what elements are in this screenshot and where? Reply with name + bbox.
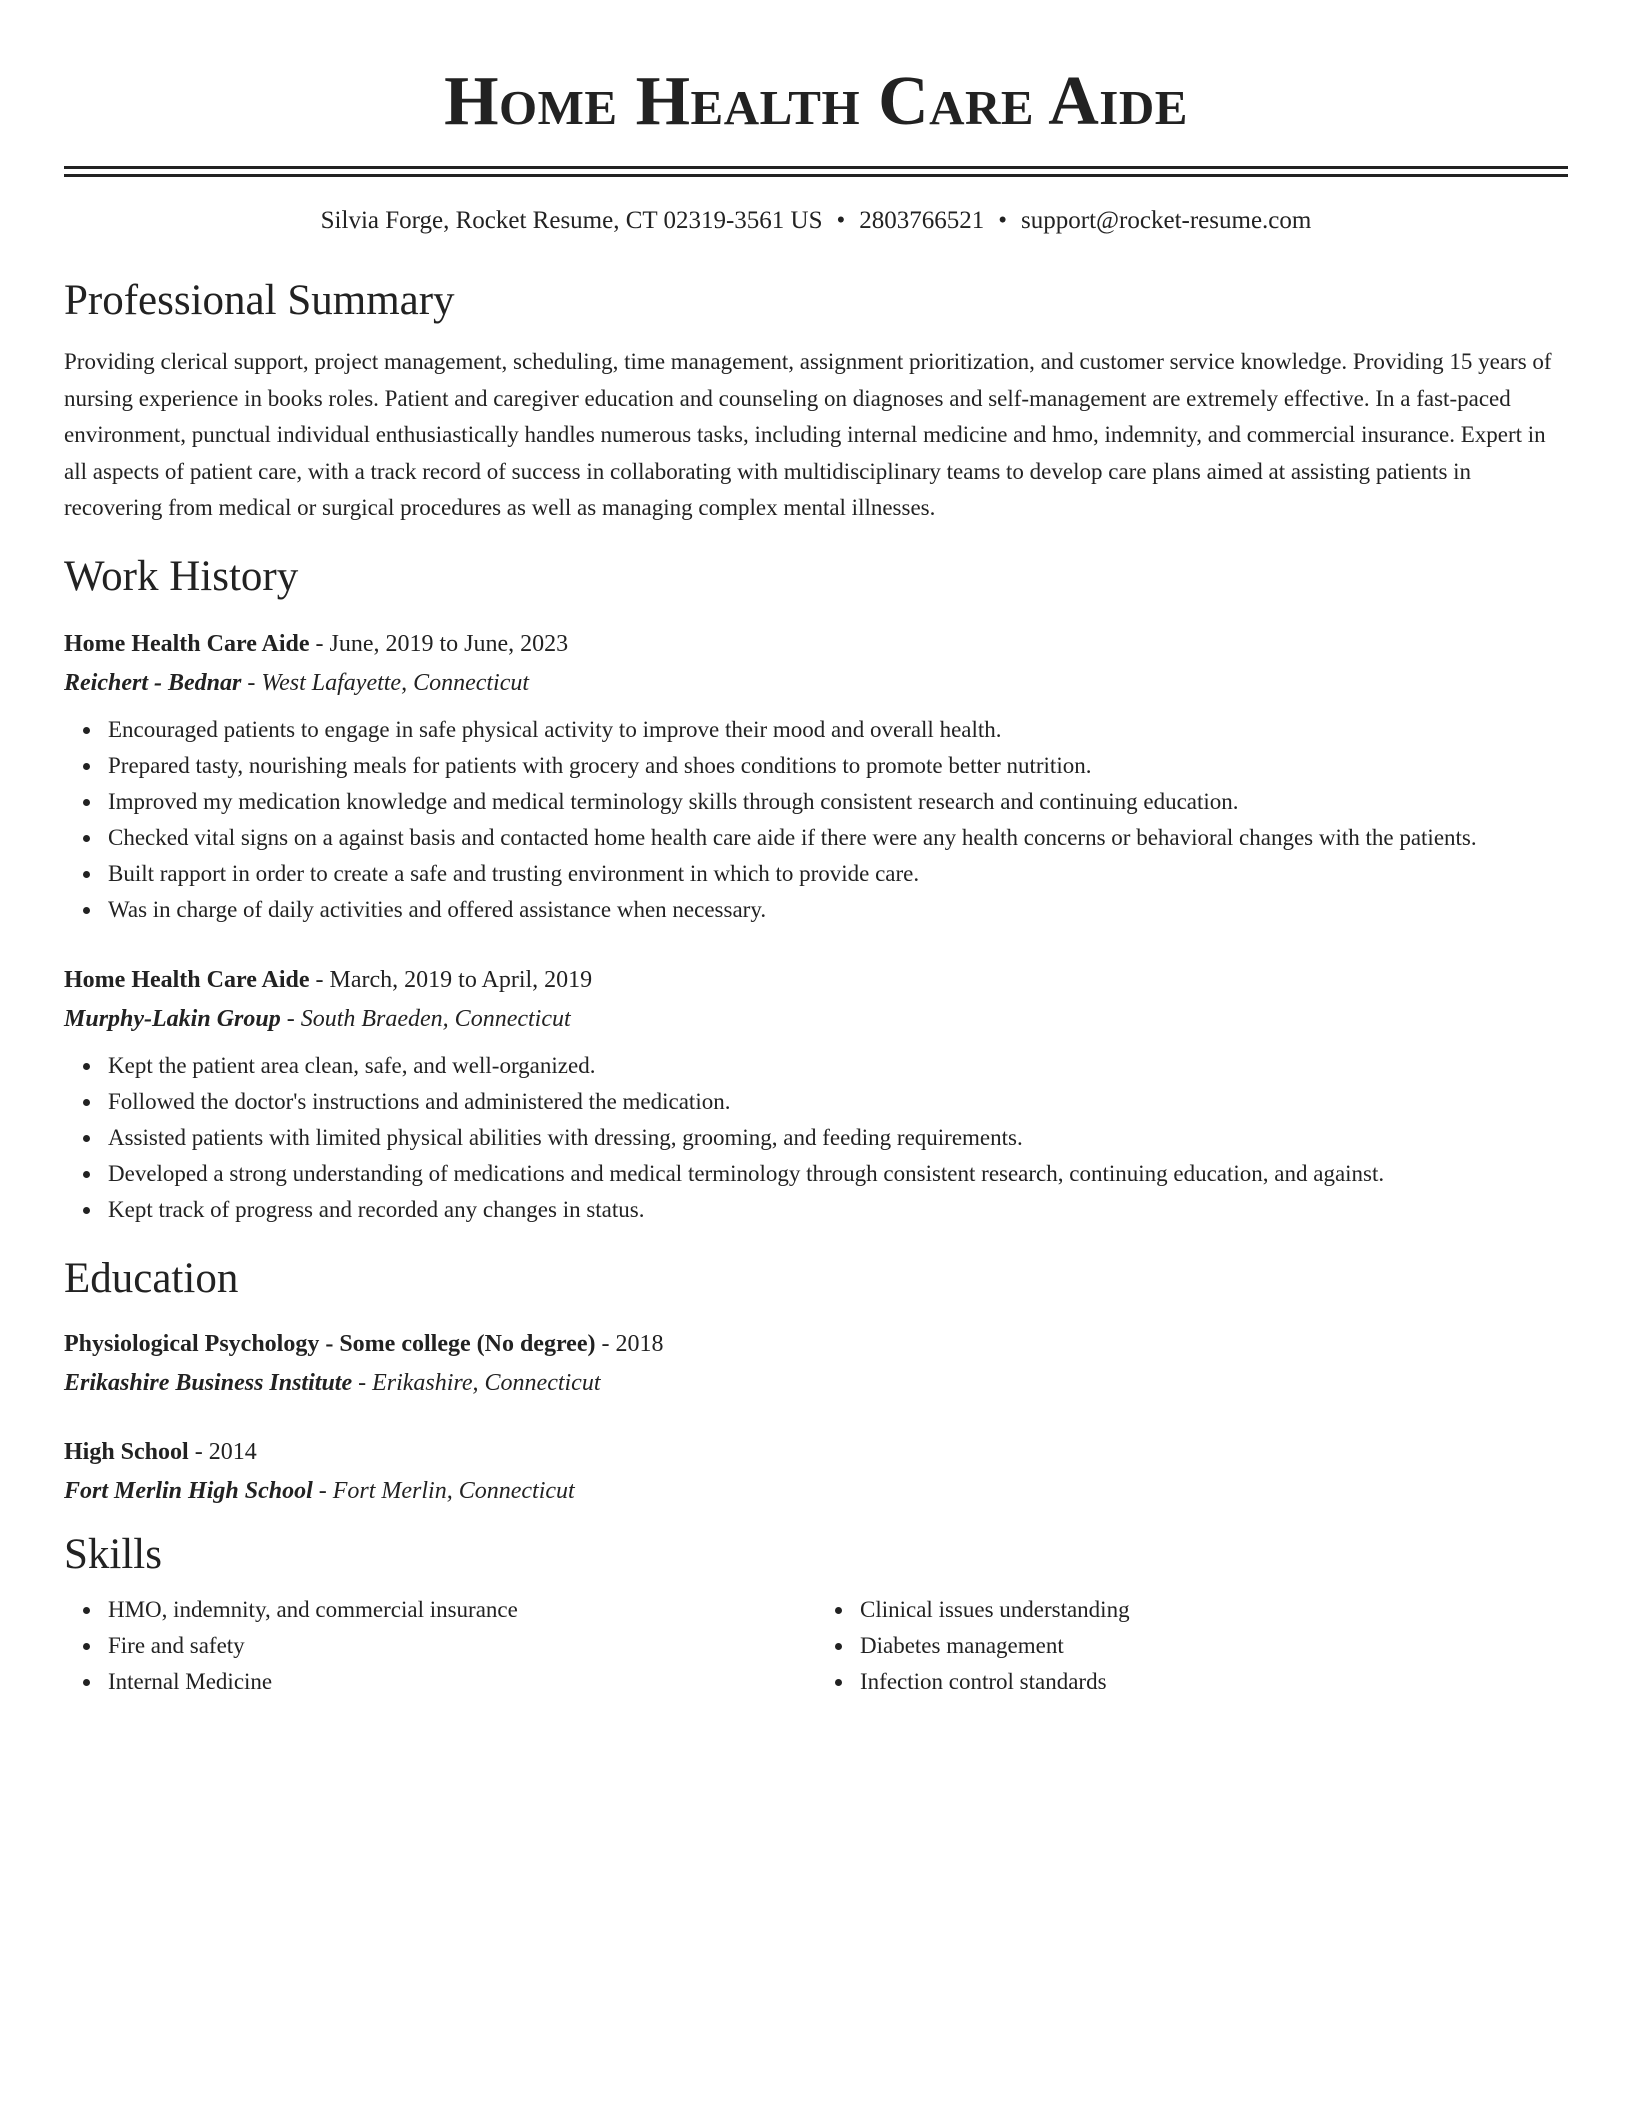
- job-duty: Kept the patient area clean, safe, and well-organized.: [108, 1048, 1568, 1084]
- education-school: Fort Merlin High School: [64, 1477, 313, 1504]
- skill-item: HMO, indemnity, and commercial insurance: [108, 1592, 816, 1628]
- contact-email: support@rocket-resume.com: [1021, 207, 1312, 234]
- job-entry: [64, 960, 1568, 1228]
- education-year: - 2018: [595, 1330, 664, 1357]
- education-entry: [64, 1432, 1568, 1510]
- job-entry: [64, 624, 1568, 928]
- summary-text: Providing clerical support, project management, scheduling, time management, assignment prioritization, and customer service knowledge. Providing 15 years of nursing experience in books roles. Patient and caregiver education and counseling on diagnoses and self-management are extremely effective. In a fast-paced environment, punctual individual enthusiastically handles numerous tasks, including internal medicine and hmo, indemnity, and commercial insurance. Expert in all aspects of patient care, with a track record of success in collaborating with multidisciplinary teams to develop care plans aimed at assisting patients in recovering from medical or surgical procedures as well as managing complex mental illnesses.: [64, 349, 1552, 521]
- education-institution: [64, 1472, 1568, 1510]
- skills-column-right: [816, 1592, 1568, 1700]
- job-duty: Followed the doctor's instructions and administered the medication.: [108, 1084, 1568, 1120]
- skill-item: Diabetes management: [860, 1628, 1568, 1664]
- skills-list: [64, 1592, 1568, 1700]
- education-school: Erikashire Business Institute: [64, 1369, 353, 1396]
- education-institution: [64, 1364, 1568, 1402]
- job-duty: Assisted patients with limited physical abilities with dressing, grooming, and feeding requirements.: [108, 1120, 1568, 1156]
- education-location: - Erikashire, Connecticut: [352, 1369, 601, 1396]
- job-company: Murphy-Lakin Group: [64, 1005, 281, 1032]
- job-role: Home Health Care Aide: [64, 966, 310, 993]
- job-duty: Prepared tasty, nourishing meals for patients with grocery and shoes conditions to promote better nutrition.: [108, 748, 1568, 784]
- skill-item: Internal Medicine: [108, 1664, 816, 1700]
- job-duty: Checked vital signs on a against basis and contacted home health care aide if there were any health concerns or behavioral changes with the patients.: [108, 820, 1568, 856]
- job-dates: - June, 2019 to June, 2023: [309, 630, 569, 657]
- education-header: [64, 1324, 1568, 1364]
- skills-heading: Skills: [64, 1530, 162, 1578]
- job-location: - West Lafayette, Connecticut: [241, 669, 530, 696]
- summary-heading: Professional Summary: [64, 277, 455, 324]
- skill-item: Clinical issues understanding: [860, 1592, 1568, 1628]
- job-dates: - March, 2019 to April, 2019: [309, 966, 593, 993]
- education-header: [64, 1432, 1568, 1472]
- title-divider: [64, 166, 1568, 177]
- job-duty: Was in charge of daily activities and offered assistance when necessary.: [108, 892, 1568, 928]
- job-duty: Kept track of progress and recorded any changes in status.: [108, 1192, 1568, 1228]
- skills-items: [816, 1592, 1568, 1700]
- contact-separator: •: [836, 207, 846, 234]
- contact-separator: •: [998, 207, 1008, 234]
- job-duty: Built rapport in order to create a safe and trusting environment in which to provide care.: [108, 856, 1568, 892]
- job-company: Reichert - Bednar: [64, 669, 242, 696]
- job-header: [64, 960, 1568, 1000]
- job-role: Home Health Care Aide: [64, 630, 310, 657]
- job-location: - South Braeden, Connecticut: [280, 1005, 571, 1032]
- work-history-heading: Work History: [64, 552, 299, 600]
- education-year: - 2014: [188, 1438, 257, 1465]
- job-employer: [64, 664, 1568, 702]
- education-entry: [64, 1324, 1568, 1402]
- education-degree: Physiological Psychology - Some college (No degree): [64, 1330, 596, 1357]
- job-duty: Developed a strong understanding of medications and medical terminology through consistent research, continuing education, and against.: [108, 1156, 1568, 1192]
- job-header: [64, 624, 1568, 664]
- education-heading: Education: [64, 1254, 239, 1302]
- job-duties: [64, 712, 1568, 928]
- job-duty: Encouraged patients to engage in safe physical activity to improve their mood and overall health.: [108, 712, 1568, 748]
- skill-item: Infection control standards: [860, 1664, 1568, 1700]
- job-employer: [64, 1000, 1568, 1038]
- education-location: - Fort Merlin, Connecticut: [312, 1477, 575, 1504]
- education-degree: High School: [64, 1438, 189, 1465]
- resume-title: Home Health Care Aide: [444, 63, 1188, 140]
- contact-address: Silvia Forge, Rocket Resume, CT 02319-3561 US: [320, 207, 823, 234]
- contact-phone: 2803766521: [859, 207, 985, 234]
- job-duty: Improved my medication knowledge and medical terminology skills through consistent research and continuing education.: [108, 784, 1568, 820]
- skills-items: [64, 1592, 816, 1700]
- contact-line: [64, 203, 1568, 239]
- skills-column-left: [64, 1592, 816, 1700]
- job-duties: [64, 1048, 1568, 1228]
- skill-item: Fire and safety: [108, 1628, 816, 1664]
